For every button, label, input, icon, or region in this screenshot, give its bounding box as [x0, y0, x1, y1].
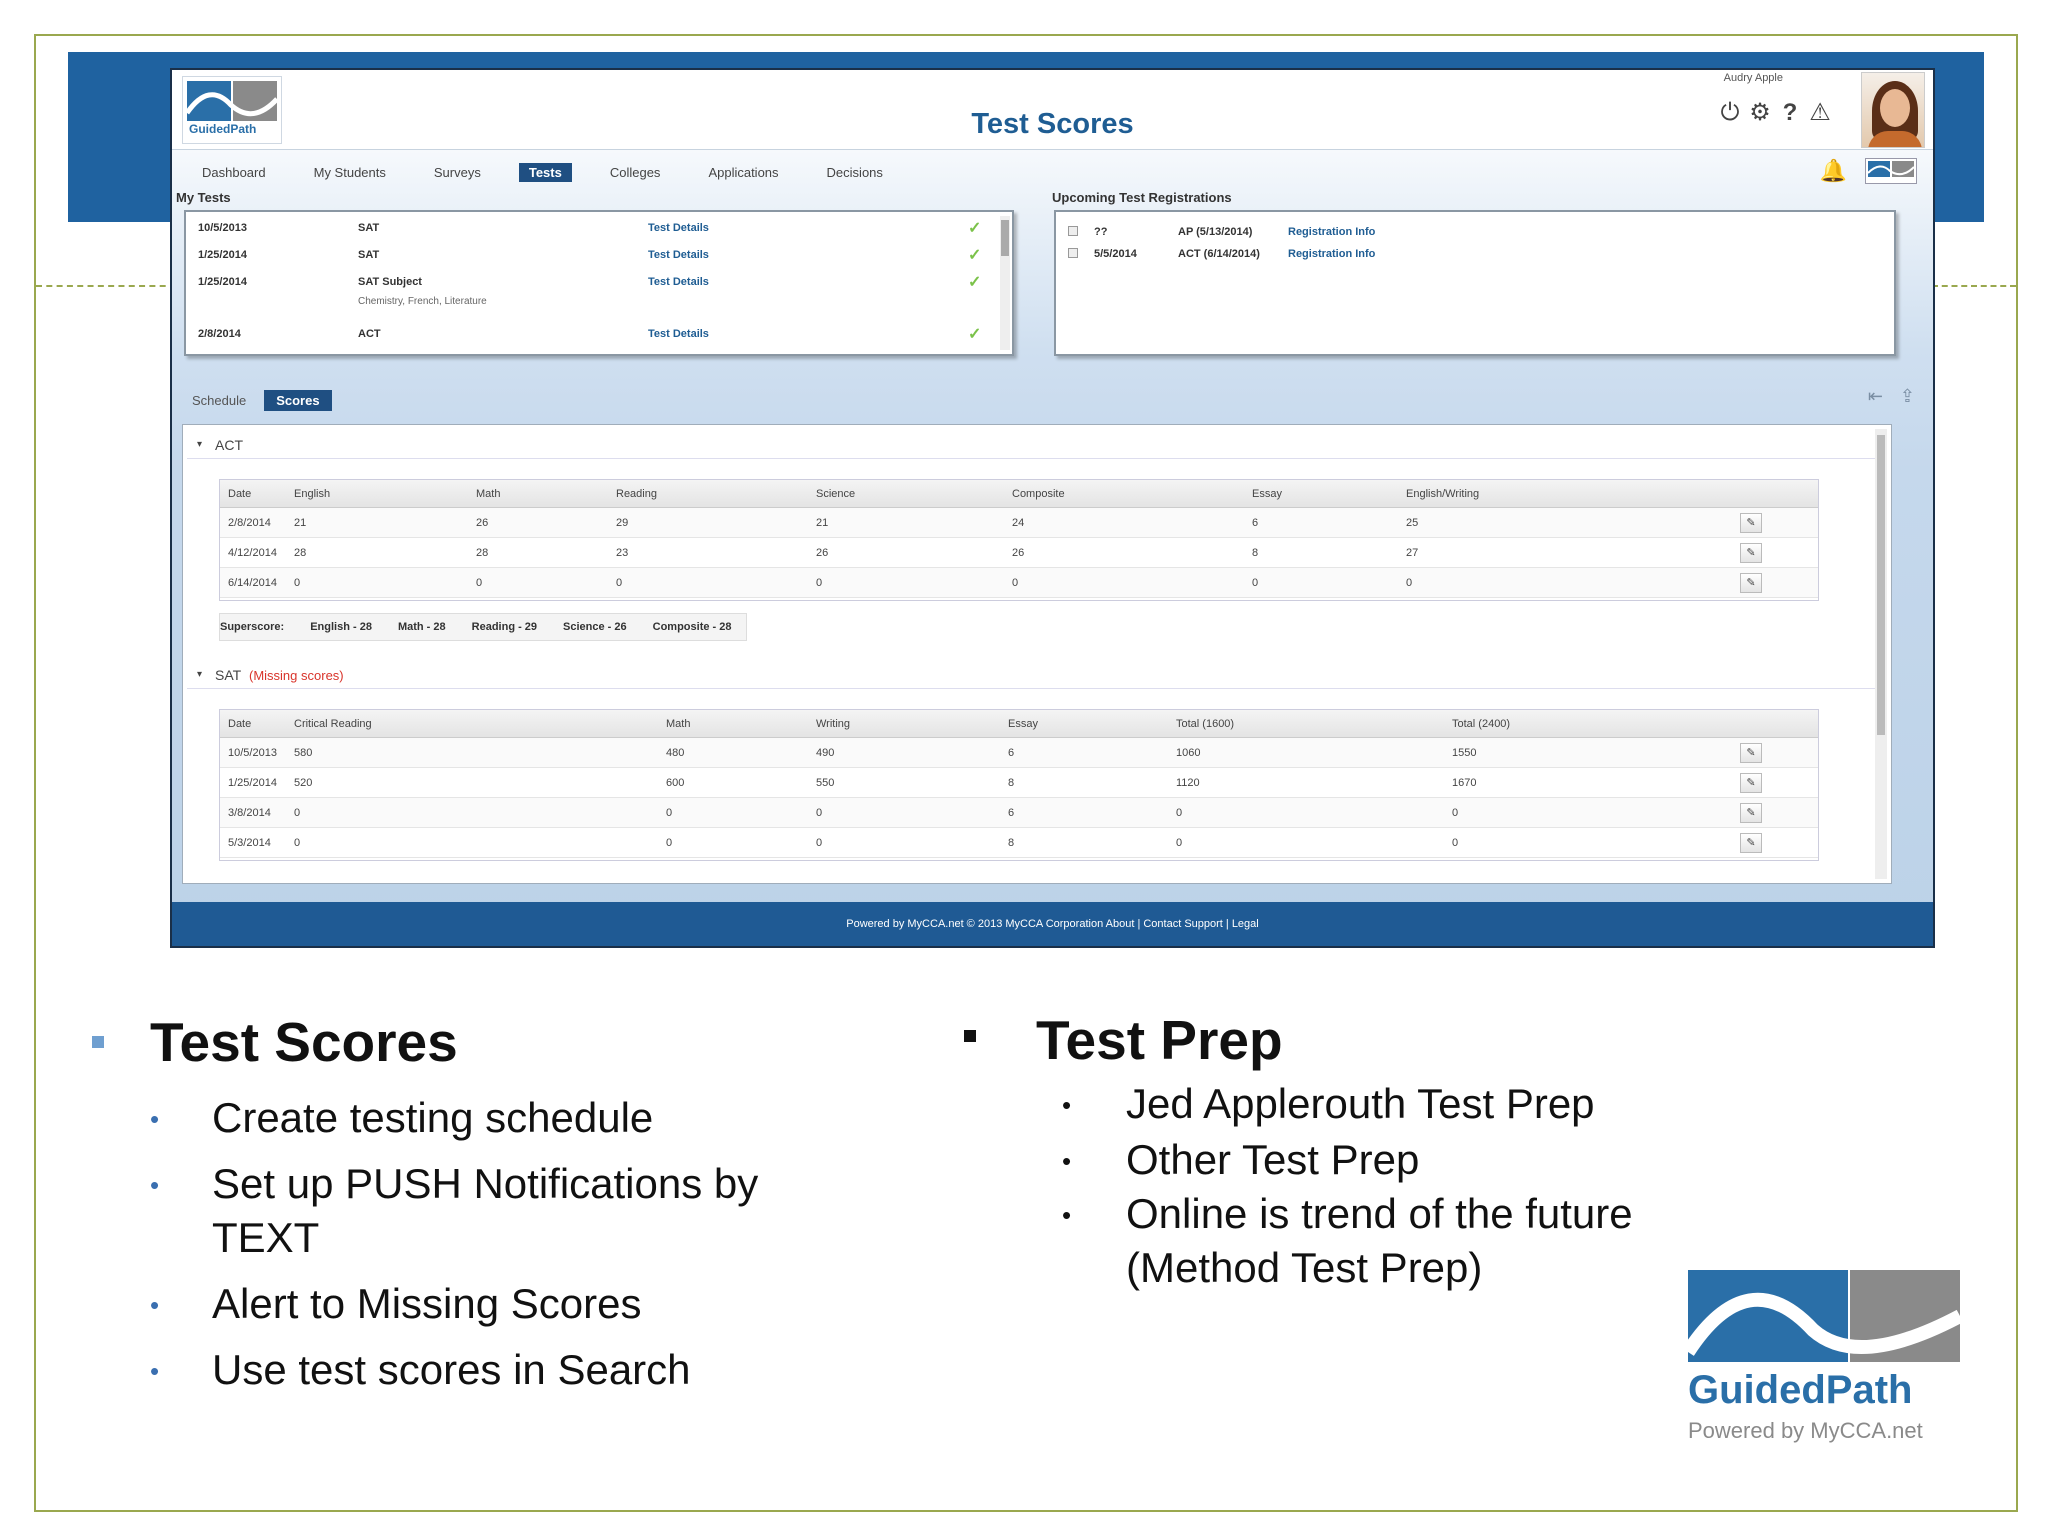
cell: 1060	[1176, 747, 1201, 759]
nav-dashboard[interactable]: Dashboard	[202, 164, 266, 180]
help-icon[interactable]: ?	[1782, 99, 1798, 126]
check-icon: ✓	[968, 274, 982, 291]
list-item: Use test scores in Search	[212, 1346, 691, 1393]
column-header: Math	[476, 488, 501, 500]
cell: 0	[616, 577, 623, 589]
nav-applications[interactable]: Applications	[708, 164, 779, 180]
cell: 550	[816, 777, 835, 789]
gear-icon[interactable]: ⚙	[1749, 99, 1771, 126]
cell: 600	[666, 777, 685, 789]
logo-tagline: Powered by MyCCA.net	[1688, 1418, 1923, 1443]
registration-info-link[interactable]: Registration Info	[1288, 248, 1376, 260]
test-subjects: Chemistry, French, Literature	[358, 296, 487, 307]
right-heading: Test Prep	[1036, 1009, 1283, 1071]
cell: 6	[1008, 747, 1015, 759]
edit-pencil-icon[interactable]: ✎	[1740, 543, 1762, 563]
cell: 27	[1406, 547, 1419, 559]
list-item	[1068, 224, 1568, 244]
cell: 0	[666, 807, 673, 819]
superscore-item: Math - 28	[397, 621, 446, 633]
column-header: Total (2400)	[1452, 718, 1511, 730]
cell: 0	[816, 837, 823, 849]
column-header: Math	[666, 718, 691, 730]
test-date: 2/8/2014	[198, 328, 241, 340]
column-header: Essay	[1252, 488, 1282, 500]
column-header: Total (1600)	[1176, 718, 1235, 730]
cell: 6	[1008, 807, 1015, 819]
cell: 26	[476, 517, 489, 529]
nav-decisions[interactable]: Decisions	[826, 164, 883, 180]
app-footer: Powered by MyCCA.net © 2013 MyCCA Corporation About | Contact Support | Legal	[172, 902, 1933, 946]
test-details-link[interactable]: Test Details	[648, 249, 709, 261]
cell: 0	[294, 577, 301, 589]
cell: 0	[294, 837, 301, 849]
list-item	[198, 245, 982, 267]
cell: 8	[1008, 837, 1015, 849]
table-header	[220, 480, 1818, 508]
superscore-item: Science - 26	[563, 621, 627, 633]
upcoming-panel	[1054, 210, 1896, 356]
check-icon: ✓	[968, 247, 982, 264]
list-item: TEXT	[212, 1214, 320, 1261]
column-header: Date	[228, 488, 252, 500]
cell: 4/12/2014	[228, 547, 277, 559]
cell: 0	[1406, 577, 1413, 589]
missing-scores-alert: (Missing scores)	[249, 668, 344, 683]
my-tests-panel	[184, 210, 1014, 356]
bullet-dot-icon: •	[1062, 1090, 1072, 1120]
list-item: Online is trend of the future	[1126, 1190, 1633, 1237]
divider-right	[1932, 285, 2016, 287]
cell: 520	[294, 777, 313, 789]
logo-text-path: Path	[1825, 1368, 1913, 1412]
cell: 24	[1012, 517, 1025, 529]
bullet-square-icon	[964, 1030, 976, 1042]
cell: 1670	[1452, 777, 1477, 789]
reg-date: 5/5/2014	[1094, 248, 1137, 260]
expand-caret-icon[interactable]: ▾	[197, 669, 203, 680]
test-name: ACT	[358, 328, 381, 340]
list-item	[198, 272, 982, 308]
cell: 26	[1012, 547, 1025, 559]
edit-pencil-icon[interactable]: ✎	[1740, 513, 1762, 533]
sat-section-header[interactable]	[187, 659, 1887, 689]
bullet-dot-icon: •	[1062, 1200, 1072, 1230]
power-icon[interactable]: ⏻	[1720, 99, 1740, 126]
cell: 3/8/2014	[228, 807, 271, 819]
edit-pencil-icon[interactable]: ✎	[1740, 773, 1762, 793]
cell: 0	[816, 807, 823, 819]
cell: 480	[666, 747, 685, 759]
mini-logo-icon[interactable]	[1865, 158, 1917, 184]
test-details-link[interactable]: Test Details	[648, 222, 709, 234]
nav-colleges[interactable]: Colleges	[609, 164, 661, 180]
test-name: SAT Subject	[358, 276, 422, 288]
table-header	[220, 710, 1818, 738]
list-item: Create testing schedule	[212, 1094, 654, 1141]
test-date: 1/25/2014	[198, 276, 247, 288]
main-nav	[192, 160, 893, 184]
cell: 21	[816, 517, 829, 529]
cell: 8	[1252, 547, 1259, 559]
cell: 26	[816, 547, 829, 559]
cell: 10/5/2013	[228, 747, 277, 759]
list-item	[198, 324, 982, 346]
nav-surveys[interactable]: Surveys	[433, 164, 481, 180]
cell: 0	[1252, 577, 1259, 589]
list-item: Set up PUSH Notifications by	[212, 1160, 759, 1207]
column-header: Reading	[616, 488, 657, 500]
registration-checkbox[interactable]	[1068, 248, 1078, 258]
superscore-item: Reading - 29	[471, 621, 538, 633]
bullet-dot-icon: •	[150, 1290, 160, 1320]
cell: 6	[1252, 517, 1259, 529]
table-row	[220, 538, 1818, 568]
column-header: Date	[228, 718, 252, 730]
scrollbar[interactable]	[1000, 216, 1010, 350]
cell: 0	[294, 807, 301, 819]
superscore-item: English - 28	[310, 621, 372, 633]
list-item: (Method Test Prep)	[1126, 1244, 1483, 1291]
test-details-link[interactable]: Test Details	[648, 328, 709, 340]
app-screenshot	[170, 68, 1935, 948]
tab-schedule[interactable]: Schedule	[192, 393, 247, 408]
table-row	[220, 738, 1818, 768]
reg-test: ACT (6/14/2014)	[1178, 248, 1260, 260]
cell: 490	[816, 747, 835, 759]
registration-info-link[interactable]: Registration Info	[1288, 226, 1376, 238]
registration-checkbox[interactable]	[1068, 226, 1078, 236]
sat-table	[219, 709, 1819, 861]
upcoming-title: Upcoming Test Registrations	[1052, 190, 1232, 205]
left-heading: Test Scores	[150, 1011, 458, 1073]
column-header: Critical Reading	[294, 718, 372, 730]
tab-scores[interactable]: Scores	[264, 390, 331, 411]
svg-text:GuidedPath: GuidedPath	[189, 122, 257, 136]
act-table	[219, 479, 1819, 601]
bullet-dot-icon: •	[1062, 1146, 1072, 1176]
my-tests-title: My Tests	[176, 190, 231, 205]
test-date: 10/5/2013	[198, 222, 247, 234]
cell: 28	[476, 547, 489, 559]
column-header: English/Writing	[1406, 488, 1480, 500]
cell: 0	[666, 837, 673, 849]
list-item	[198, 218, 982, 240]
cell: 25	[1406, 517, 1419, 529]
table-row	[220, 568, 1818, 598]
avatar[interactable]	[1861, 72, 1925, 148]
superscore-label: Superscore:	[220, 621, 285, 633]
cell: 580	[294, 747, 313, 759]
scores-scrollbar[interactable]	[1875, 429, 1887, 879]
table-row	[220, 508, 1818, 538]
page-title: Test Scores	[971, 108, 1134, 140]
check-icon: ✓	[968, 220, 982, 237]
edit-pencil-icon[interactable]: ✎	[1740, 743, 1762, 763]
score-subtabs	[192, 390, 332, 411]
cell: 2/8/2014	[228, 517, 271, 529]
expand-caret-icon[interactable]: ▾	[197, 439, 203, 450]
logo-wordmark	[1688, 1368, 1912, 1413]
cell: 0	[1176, 837, 1183, 849]
list-item: Other Test Prep	[1126, 1136, 1420, 1183]
list-item	[1068, 246, 1568, 266]
test-details-link[interactable]: Test Details	[648, 276, 709, 288]
edit-pencil-icon[interactable]: ✎	[1740, 573, 1762, 593]
test-name: SAT	[358, 222, 380, 234]
cell: 0	[1452, 807, 1459, 819]
nav-tests[interactable]: Tests	[519, 163, 572, 182]
bullet-dot-icon: •	[150, 1104, 160, 1134]
cell: 0	[1012, 577, 1019, 589]
table-row	[220, 798, 1818, 828]
check-icon: ✓	[968, 326, 982, 343]
act-label: ACT	[215, 437, 243, 453]
table-row	[220, 768, 1818, 798]
bell-icon[interactable]: 🔔	[1819, 158, 1847, 183]
logo-text-guided: Guided	[1688, 1368, 1826, 1412]
column-header: Writing	[816, 718, 851, 730]
edit-pencil-icon[interactable]: ✎	[1740, 803, 1762, 823]
cell: 0	[476, 577, 483, 589]
cell: 0	[1176, 807, 1183, 819]
table-row	[220, 828, 1818, 858]
cell: 28	[294, 547, 307, 559]
export-icon[interactable]: ⇪	[1899, 386, 1915, 406]
sat-label: SAT	[215, 667, 242, 683]
app-header	[172, 70, 1933, 150]
guidedpath-logo-large	[1688, 1270, 1960, 1450]
cell: 29	[616, 517, 629, 529]
cell: 6/14/2014	[228, 577, 277, 589]
column-header: Science	[816, 488, 856, 500]
column-header: English	[294, 488, 331, 500]
cell: 23	[616, 547, 629, 559]
superscore-item: Composite - 28	[652, 621, 732, 633]
reg-date: ??	[1094, 226, 1108, 238]
cell: 8	[1008, 777, 1015, 789]
cell: 1550	[1452, 747, 1477, 759]
alert-icon[interactable]: ⚠	[1809, 99, 1831, 126]
user-name[interactable]: Audry Apple	[1723, 72, 1783, 84]
divider-left	[36, 285, 176, 287]
bullet-dot-icon: •	[150, 1356, 160, 1386]
edit-pencil-icon[interactable]: ✎	[1740, 833, 1762, 853]
list-item: Jed Applerouth Test Prep	[1126, 1080, 1595, 1127]
cell: 1120	[1176, 777, 1200, 789]
reg-test: AP (5/13/2014)	[1178, 226, 1253, 238]
list-item: Alert to Missing Scores	[212, 1280, 642, 1327]
cell: 5/3/2014	[228, 837, 271, 849]
test-name: SAT	[358, 249, 380, 261]
column-header: Essay	[1008, 718, 1038, 730]
cell: 1/25/2014	[228, 777, 277, 789]
cell: 21	[294, 517, 307, 529]
act-section-header[interactable]	[187, 429, 1887, 459]
test-date: 1/25/2014	[198, 249, 247, 261]
bullet-dot-icon: •	[150, 1170, 160, 1200]
scores-panel	[182, 424, 1892, 884]
column-header: Composite	[1012, 488, 1065, 500]
superscore-bar	[219, 613, 747, 641]
cell: 0	[1452, 837, 1459, 849]
bullet-square-icon	[92, 1036, 104, 1048]
nav-my-students[interactable]: My Students	[313, 164, 386, 180]
collapse-icon[interactable]: ⇤	[1867, 386, 1883, 406]
cell: 0	[816, 577, 823, 589]
